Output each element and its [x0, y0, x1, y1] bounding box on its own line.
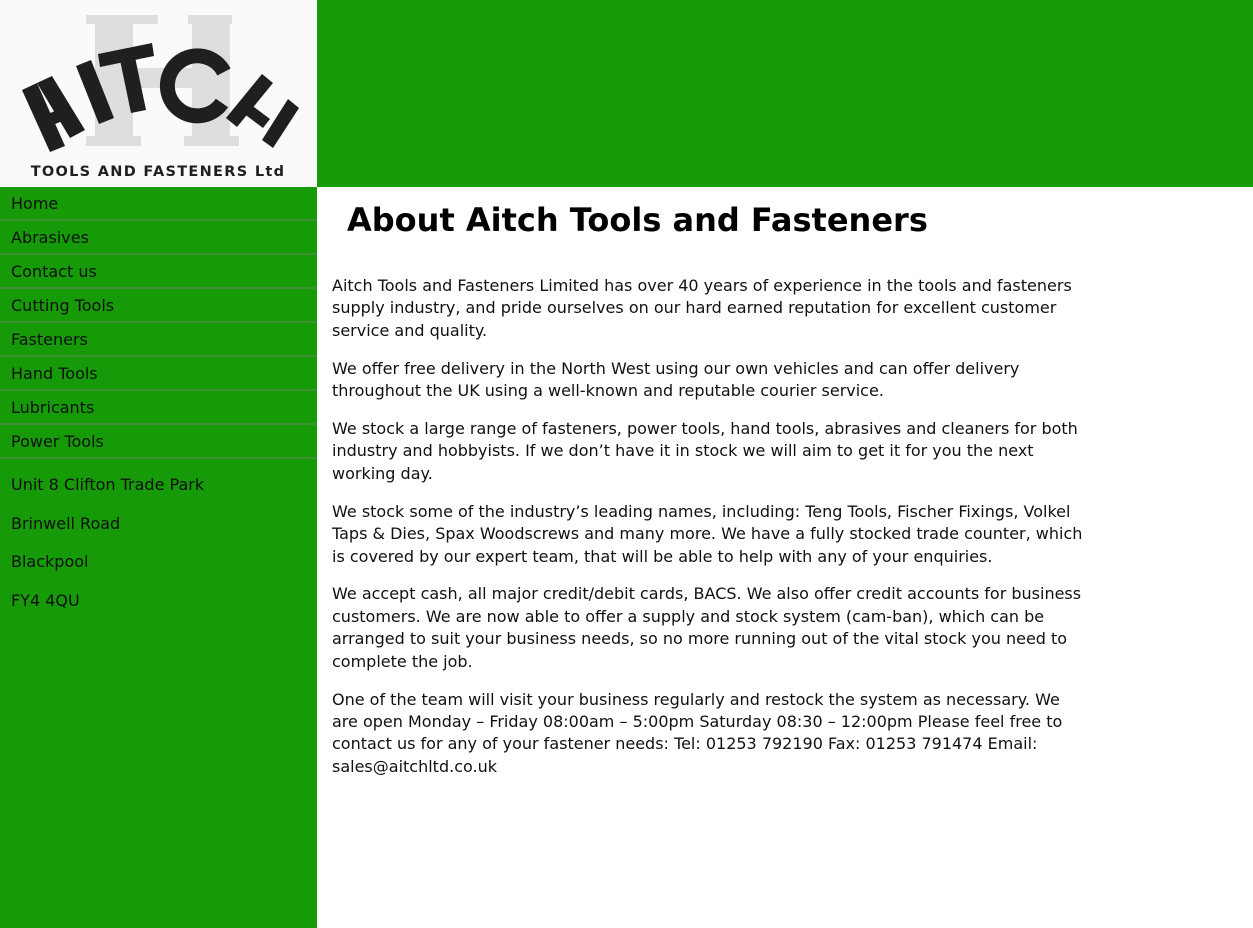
- sidebar: [0, 187, 317, 928]
- page-title: About Aitch Tools and Fasteners: [347, 201, 928, 239]
- company-address: [0, 468, 317, 622]
- sidebar-nav: [0, 187, 317, 459]
- nav-item-contact-us: [0, 255, 317, 289]
- nav-item-home: [0, 187, 317, 221]
- header-banner: [317, 0, 1253, 187]
- nav-item-fasteners: [0, 323, 317, 357]
- paragraph-experience: Aitch Tools and Fasteners Limited has over 40 years of experience in the tools and fasteners supply industry, and pride ourselves on our hard earned reputation for excellent customer service and quality.: [332, 276, 1072, 340]
- nav-link-power-tools[interactable]: Power Tools: [11, 432, 104, 451]
- address-line-1: Unit 8 Clifton Trade Park: [11, 475, 205, 494]
- paragraph-delivery: We offer free delivery in the North West using our own vehicles and can offer delivery throughout the UK using a well-known and reputable courier service.: [332, 358, 1020, 401]
- paragraph-stock-range: We stock a large range of fasteners, power tools, hand tools, abrasives and cleaners for both industry and hobbyists. If we don’t have it in stock we will aim to get it for you the next working day.: [332, 419, 1078, 483]
- paragraph-payment: We accept cash, all major credit/debit cards, BACS. We also offer credit accounts for business customers. We are now able to offer a supply and stock system (cam-ban), which can be arranged to suit your business needs, so no more running out of the vital stock you need to complete the job.: [332, 584, 1082, 671]
- nav-link-home[interactable]: Home: [11, 194, 59, 213]
- nav-link-lubricants[interactable]: Lubricants: [11, 398, 95, 417]
- logo-letter-a: [22, 76, 85, 152]
- address-line-3: Blackpool: [11, 552, 89, 571]
- nav-item-cutting-tools: [0, 289, 317, 323]
- logo-tagline: TOOLS AND FASTENERS Ltd: [30, 164, 286, 180]
- nav-link-hand-tools[interactable]: Hand Tools: [11, 364, 98, 383]
- paragraph-brands: We stock some of the industry’s leading names, including: Teng Tools, Fischer Fixings, Volkel Taps & Dies, Spax Woodscrews and many more. We have a fully stocked trade counter, which is covered by our expert team, that will be able to help with any of your enquiries.: [332, 501, 1083, 566]
- nav-item-abrasives: [0, 221, 317, 255]
- nav-item-hand-tools: [0, 357, 317, 391]
- site-logo[interactable]: [0, 0, 317, 187]
- logo-graphic: [0, 0, 317, 187]
- main-content: [332, 187, 1084, 794]
- nav-link-fasteners[interactable]: Fasteners: [11, 330, 88, 349]
- about-text: [332, 275, 1084, 778]
- nav-link-contact-us[interactable]: Contact us: [11, 262, 97, 281]
- paragraph-contact: One of the team will visit your business regularly and restock the system as necessary. We are open Monday – Friday 08:00am – 5:00pm Saturday 08:30 – 12:00pm Please feel free to contact us for any of your fastener needs: Tel: 01253 792190 Fax: 01253 791474 Email: sales@aitchltd.co.uk: [332, 689, 1063, 776]
- nav-link-cutting-tools[interactable]: Cutting Tools: [11, 296, 115, 315]
- nav-item-power-tools: [0, 425, 317, 459]
- nav-link-abrasives[interactable]: Abrasives: [11, 228, 89, 247]
- nav-item-lubricants: [0, 391, 317, 425]
- address-postcode: FY4 4QU: [11, 590, 80, 610]
- address-line-2: Brinwell Road: [11, 513, 121, 533]
